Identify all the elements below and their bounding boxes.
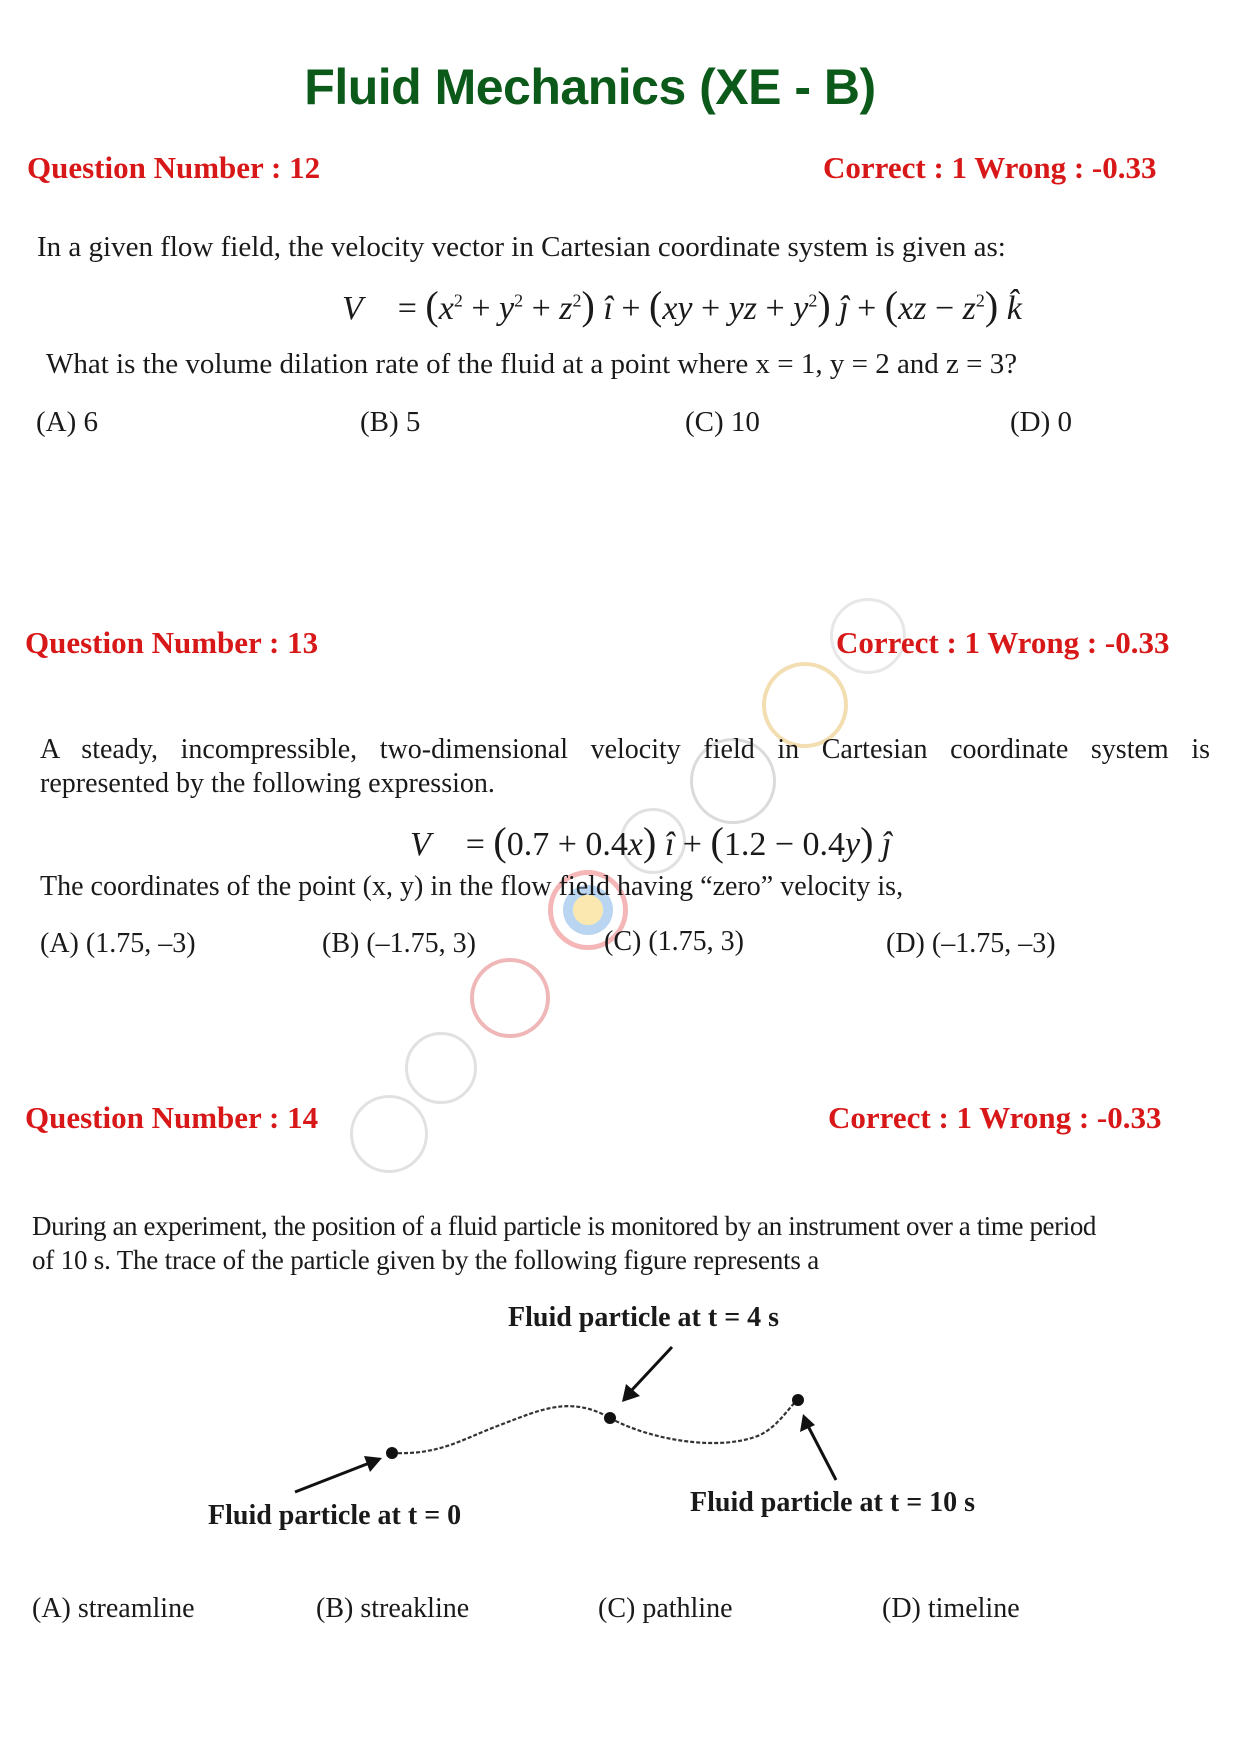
marks-label: Correct : 1 Wrong : -0.33 [823, 150, 1157, 185]
question-12-text: In a given flow field, the velocity vector in Cartesian coordinate system is given as: [37, 231, 1006, 263]
question-13-equation: V⃗ = (0.7 + 0.4x) î + (1.2 − 0.4y) ĵ [410, 819, 892, 864]
question-number: Question Number : 14 [25, 1100, 319, 1135]
figure-label-t4: Fluid particle at t = 4 s [508, 1302, 780, 1333]
question-13-text-line2: represented by the following expression. [40, 768, 495, 799]
option-b[interactable]: (B) 5 [360, 406, 421, 438]
page-title: Fluid Mechanics (XE - B) [304, 59, 876, 115]
marks-label: Correct : 1 Wrong : -0.33 [828, 1100, 1162, 1135]
particle-trace-path [392, 1400, 798, 1453]
option-c[interactable]: (C) 10 [685, 406, 760, 438]
question-12-equation: V⃗ = $(x^2 + y^2 + z^2)$ î + (xy + yz + $y^2$) ĵ + $(xz - z^2)$ k̂ [342, 283, 1022, 328]
question-number: Question Number : 12 [27, 150, 321, 185]
option-c[interactable]: (C) pathline [598, 1593, 733, 1624]
option-c[interactable]: (C) (1.75, 3) [604, 926, 744, 957]
option-d[interactable]: (D) (–1.75, –3) [886, 928, 1056, 959]
option-d[interactable]: (D) timeline [882, 1593, 1020, 1624]
figure-label-t0: Fluid particle at t = 0 [208, 1500, 462, 1531]
question-14-text-line1: During an experiment, the position of a fluid particle is monitored by an instrument over a time period [32, 1211, 1097, 1241]
option-a[interactable]: (A) 6 [36, 406, 99, 438]
question-12-prompt: What is the volume dilation rate of the fluid at a point where x = 1, y = 2 and z = 3? [46, 348, 1018, 380]
figure-label-t10: Fluid particle at t = 10 s [690, 1487, 976, 1518]
particle-dot-t0 [386, 1447, 398, 1459]
question-number: Question Number : 13 [25, 625, 319, 660]
particle-dot-t10 [792, 1394, 804, 1406]
marks-label: Correct : 1 Wrong : -0.33 [836, 625, 1170, 660]
option-a[interactable]: (A) streamline [32, 1593, 195, 1624]
question-14-text-line2: of 10 s. The trace of the particle given by the following figure represents a [32, 1245, 820, 1275]
option-d[interactable]: (D) 0 [1010, 406, 1073, 438]
option-a[interactable]: (A) (1.75, –3) [40, 928, 196, 959]
option-b[interactable]: (B) streakline [316, 1593, 470, 1624]
option-b[interactable]: (B) (–1.75, 3) [322, 928, 476, 959]
question-13-text-line1: A steady, incompressible, two-dimensional velocity field in Cartesian coordinate system is [40, 734, 1210, 765]
particle-dot-t4 [604, 1412, 616, 1424]
question-13-prompt: The coordinates of the point (x, y) in the flow field having “zero” velocity is, [40, 871, 904, 902]
